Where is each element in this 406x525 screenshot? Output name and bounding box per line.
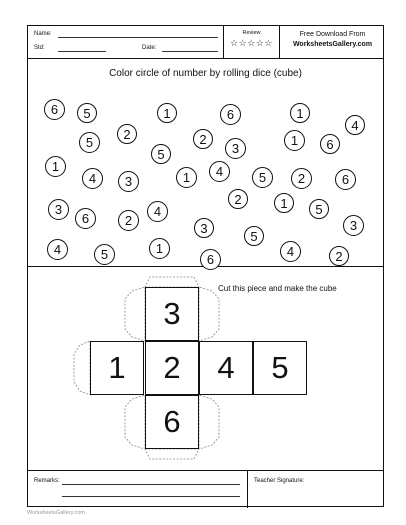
download-cell	[280, 26, 385, 58]
number-circle[interactable]: 1	[284, 130, 305, 151]
cube-face-far-right: 5	[253, 341, 307, 395]
date-line[interactable]	[162, 51, 218, 52]
number-circle[interactable]: 6	[220, 104, 241, 125]
number-circle[interactable]: 4	[280, 241, 301, 262]
student-info-cell	[28, 26, 224, 58]
number-circle[interactable]: 1	[290, 103, 310, 123]
cube-activity	[28, 267, 383, 471]
number-circle[interactable]: 3	[118, 171, 139, 192]
number-circle[interactable]: 5	[309, 199, 329, 219]
review-label: Review	[242, 30, 261, 36]
number-circle[interactable]: 3	[343, 215, 364, 236]
header	[28, 26, 383, 59]
number-circle[interactable]: 2	[117, 124, 137, 144]
cube-face-left: 1	[90, 341, 144, 395]
number-circle[interactable]: 5	[94, 244, 115, 265]
number-circle[interactable]: 5	[151, 144, 171, 164]
number-circle[interactable]: 2	[118, 210, 139, 231]
number-circle[interactable]: 6	[320, 134, 340, 154]
number-circle[interactable]: 2	[228, 189, 248, 209]
remarks-line-2[interactable]	[62, 496, 240, 497]
name-line[interactable]	[58, 37, 218, 38]
number-circle[interactable]: 4	[147, 201, 168, 222]
footer	[28, 471, 383, 508]
cube-activity-title: Cut this piece and make the cube	[218, 284, 337, 293]
std-label: Std:	[34, 45, 45, 51]
number-circle[interactable]: 4	[209, 161, 230, 182]
number-circle[interactable]: 2	[291, 168, 312, 189]
number-circle[interactable]: 1	[274, 193, 294, 213]
number-circle[interactable]: 5	[252, 167, 273, 188]
number-circle[interactable]: 6	[75, 208, 96, 229]
remarks-line-1[interactable]	[62, 484, 240, 485]
number-circle[interactable]: 5	[77, 103, 97, 123]
date-label: Date:	[142, 45, 157, 51]
number-circle[interactable]: 4	[82, 168, 103, 189]
number-circle[interactable]: 2	[193, 129, 213, 149]
number-circle[interactable]: 3	[48, 199, 69, 220]
circle-activity	[28, 59, 383, 267]
number-circle[interactable]: 1	[176, 167, 197, 188]
name-label: Name:	[34, 31, 52, 37]
number-circle[interactable]: 4	[47, 239, 68, 260]
free-download-label: Free Download From	[299, 31, 366, 38]
cube-face-top: 3	[145, 287, 199, 341]
number-circle[interactable]: 2	[329, 246, 349, 266]
teacher-signature-cell	[248, 471, 385, 508]
number-circle[interactable]: 3	[194, 218, 214, 238]
teacher-signature-label: Teacher Signature:	[254, 478, 305, 484]
number-circle[interactable]: 5	[79, 132, 100, 153]
remarks-cell	[28, 471, 248, 508]
review-cell	[224, 26, 280, 58]
site-name: WorksheetsGallery.com	[292, 41, 373, 48]
number-circle[interactable]: 1	[45, 156, 66, 177]
number-circle[interactable]: 4	[345, 115, 365, 135]
circle-activity-title: Color circle of number by rolling dice (cube)	[109, 68, 302, 79]
cube-face-bottom: 6	[145, 395, 199, 449]
worksheet	[27, 25, 384, 507]
review-stars-icon: ☆☆☆☆☆	[230, 38, 273, 48]
number-circle[interactable]: 5	[244, 226, 264, 246]
cube-face-right: 4	[199, 341, 253, 395]
number-circle[interactable]: 3	[225, 138, 246, 159]
number-circle[interactable]: 6	[335, 169, 356, 190]
number-circle[interactable]: 6	[44, 99, 65, 120]
std-line[interactable]	[58, 51, 106, 52]
watermark: WorksheetsGallery.com	[27, 510, 85, 516]
number-circle[interactable]: 1	[157, 103, 177, 123]
number-circle[interactable]: 6	[200, 249, 221, 270]
cube-face-center: 2	[145, 341, 199, 395]
number-circle[interactable]: 1	[149, 238, 170, 259]
remarks-label: Remarks:	[34, 478, 60, 484]
